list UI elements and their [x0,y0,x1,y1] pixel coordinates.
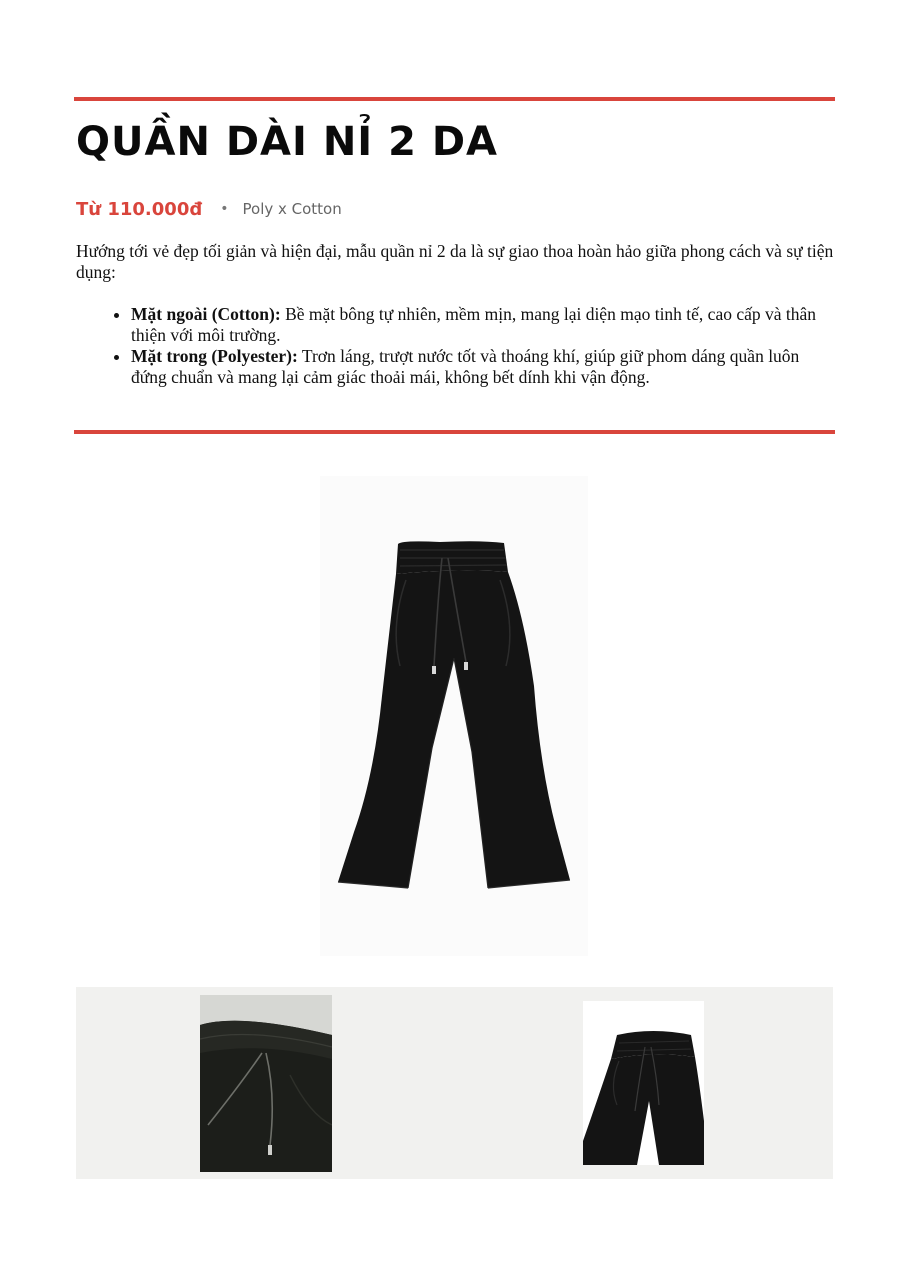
gallery-thumbnail-closeup[interactable] [200,995,332,1172]
feature-label: Mặt trong (Polyester): [131,346,298,366]
waistband-closeup-photo [200,995,332,1172]
feature-text: Bề mặt bông tự nhiên, mềm mịn, mang lại diện mạo tinh tế, cao cấp và thân thiện với môi trường. [131,304,817,345]
sweatpants-front-photo [320,476,588,956]
feature-label: Mặt ngoài (Cotton): [131,304,281,324]
gallery-thumbnail-angled[interactable] [583,1001,704,1165]
top-divider [74,97,835,101]
product-main-image [320,476,588,956]
product-title: QUẦN DÀI NỈ 2 DA [76,119,499,165]
image-gallery [76,987,833,1179]
product-meta [76,196,342,222]
feature-item-inner [131,346,838,388]
product-material: Poly x Cotton [242,200,342,218]
feature-list [76,304,838,388]
product-description: Hướng tới vẻ đẹp tối giản và hiện đại, mẫu quần nỉ 2 da là sự giao thoa hoàn hảo giữa phong cách và sự tiện dụng: [76,241,834,282]
meta-separator: • [220,201,229,217]
feature-item-outer [131,304,838,346]
sweatpants-angled-photo [583,1001,704,1165]
bottom-divider [74,430,835,434]
feature-text: Trơn láng, trượt nước tốt và thoáng khí, giúp giữ phom dáng quần luôn đứng chuẩn và mang lại cảm giác thoải mái, không bết dính khi vận động. [131,346,800,387]
product-price: Từ 110.000đ [76,198,203,220]
